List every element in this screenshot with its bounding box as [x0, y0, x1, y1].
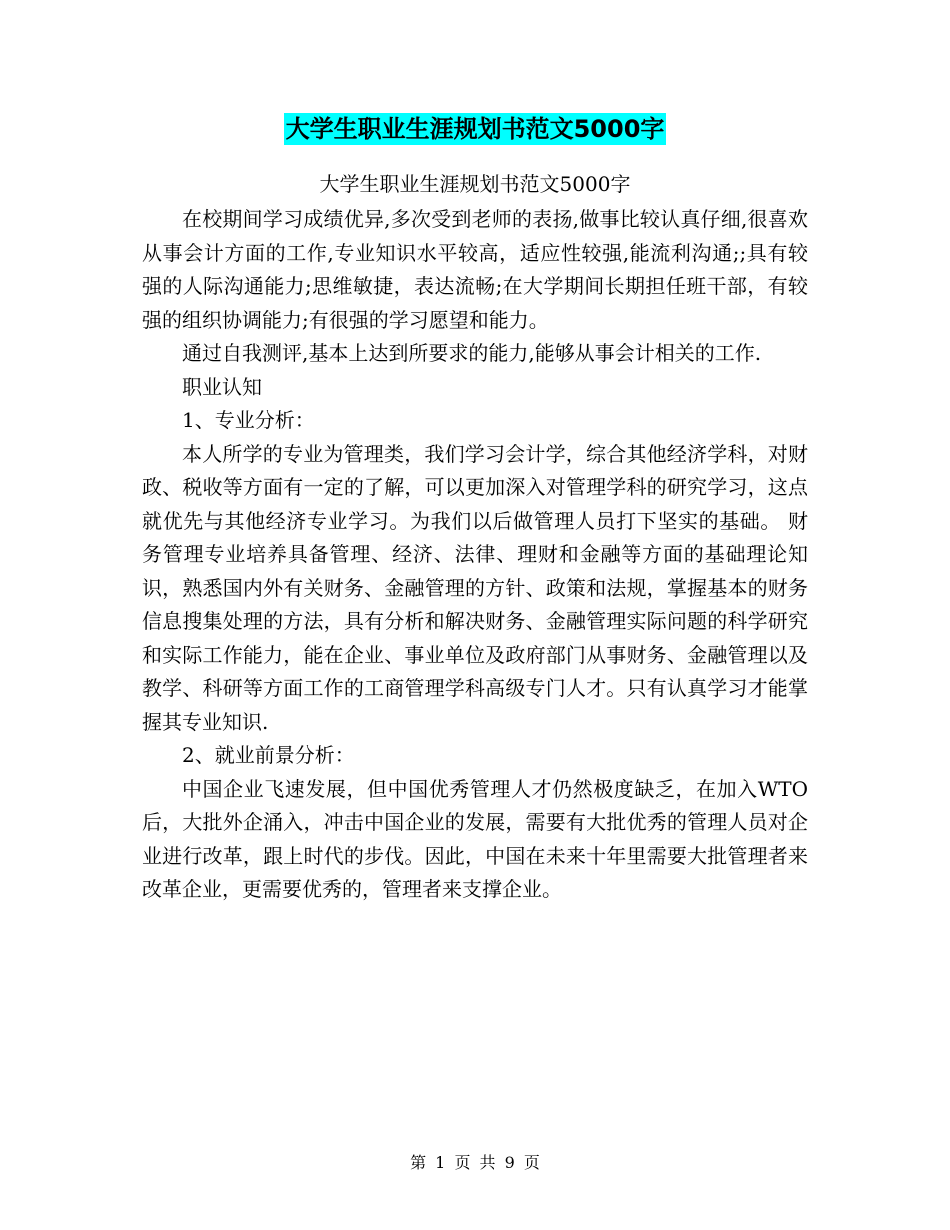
page-footer: 第 1 页 共 9 页: [410, 1153, 540, 1172]
document-subtitle: 大学生职业生涯规划书范文5000字: [319, 172, 631, 196]
paragraph-self-assessment: 在校期间学习成绩优异,多次受到老师的表扬,做事比较认真仔细,很喜欢从事会计方面的工作,专业知识水平较高，适应性较强,能流利沟通;;具有较强的人际沟通能力;思维敏捷，表达流畅;在大学期间长期担任班干部，有较强的组织协调能力;有很强的学习愿望和能力。: [142, 207, 808, 332]
document-title: 大学生职业生涯规划书范文5000字: [285, 115, 665, 143]
section-heading-major-analysis: 1、专业分析：: [182, 408, 315, 432]
section-heading-employment-outlook: 2、就业前景分析：: [182, 743, 355, 767]
title-container: [0, 113, 950, 145]
section-heading-career-cognition: 职业认知: [182, 374, 262, 399]
document-body: [142, 203, 808, 907]
paragraph-evaluation-result: 通过自我测评,基本上达到所要求的能力,能够从事会计相关的工作.: [182, 341, 762, 365]
paragraph-employment-outlook: 中国企业飞速发展，但中国优秀管理人才仍然极度缺乏，在加入WTO后，大批外企涌入，冲击中国企业的发展，需要有大批优秀的管理人员对企业进行改革，跟上时代的步伐。因此，中国在未来十年里需要大批管理者来改革企业，更需要优秀的，管理者来支撑企业。: [142, 776, 808, 901]
paragraph-major-analysis: 本人所学的专业为管理类，我们学习会计学，综合其他经济学科，对财政、税收等方面有一定的了解，可以更加深入对管理学科的研究学习，这点就优先与其他经济专业学习。为我们以后做管理人员打下坚实的基础。 财务管理专业培养具备管理、经济、法律、理财和金融等方面的基础理论知识，熟悉国内外有关财务、金融管理的方针、政策和法规，掌握基本的财务信息搜集处理的方法，具有分析和解决财务、金融管理实际问题的科学研究和实际工作能力，能在企业、事业单位及政府部门从事财务、金融管理以及教学、科研等方面工作的工商管理学科高级专门人才。只有认真学习才能掌握其专业知识.: [142, 441, 808, 734]
